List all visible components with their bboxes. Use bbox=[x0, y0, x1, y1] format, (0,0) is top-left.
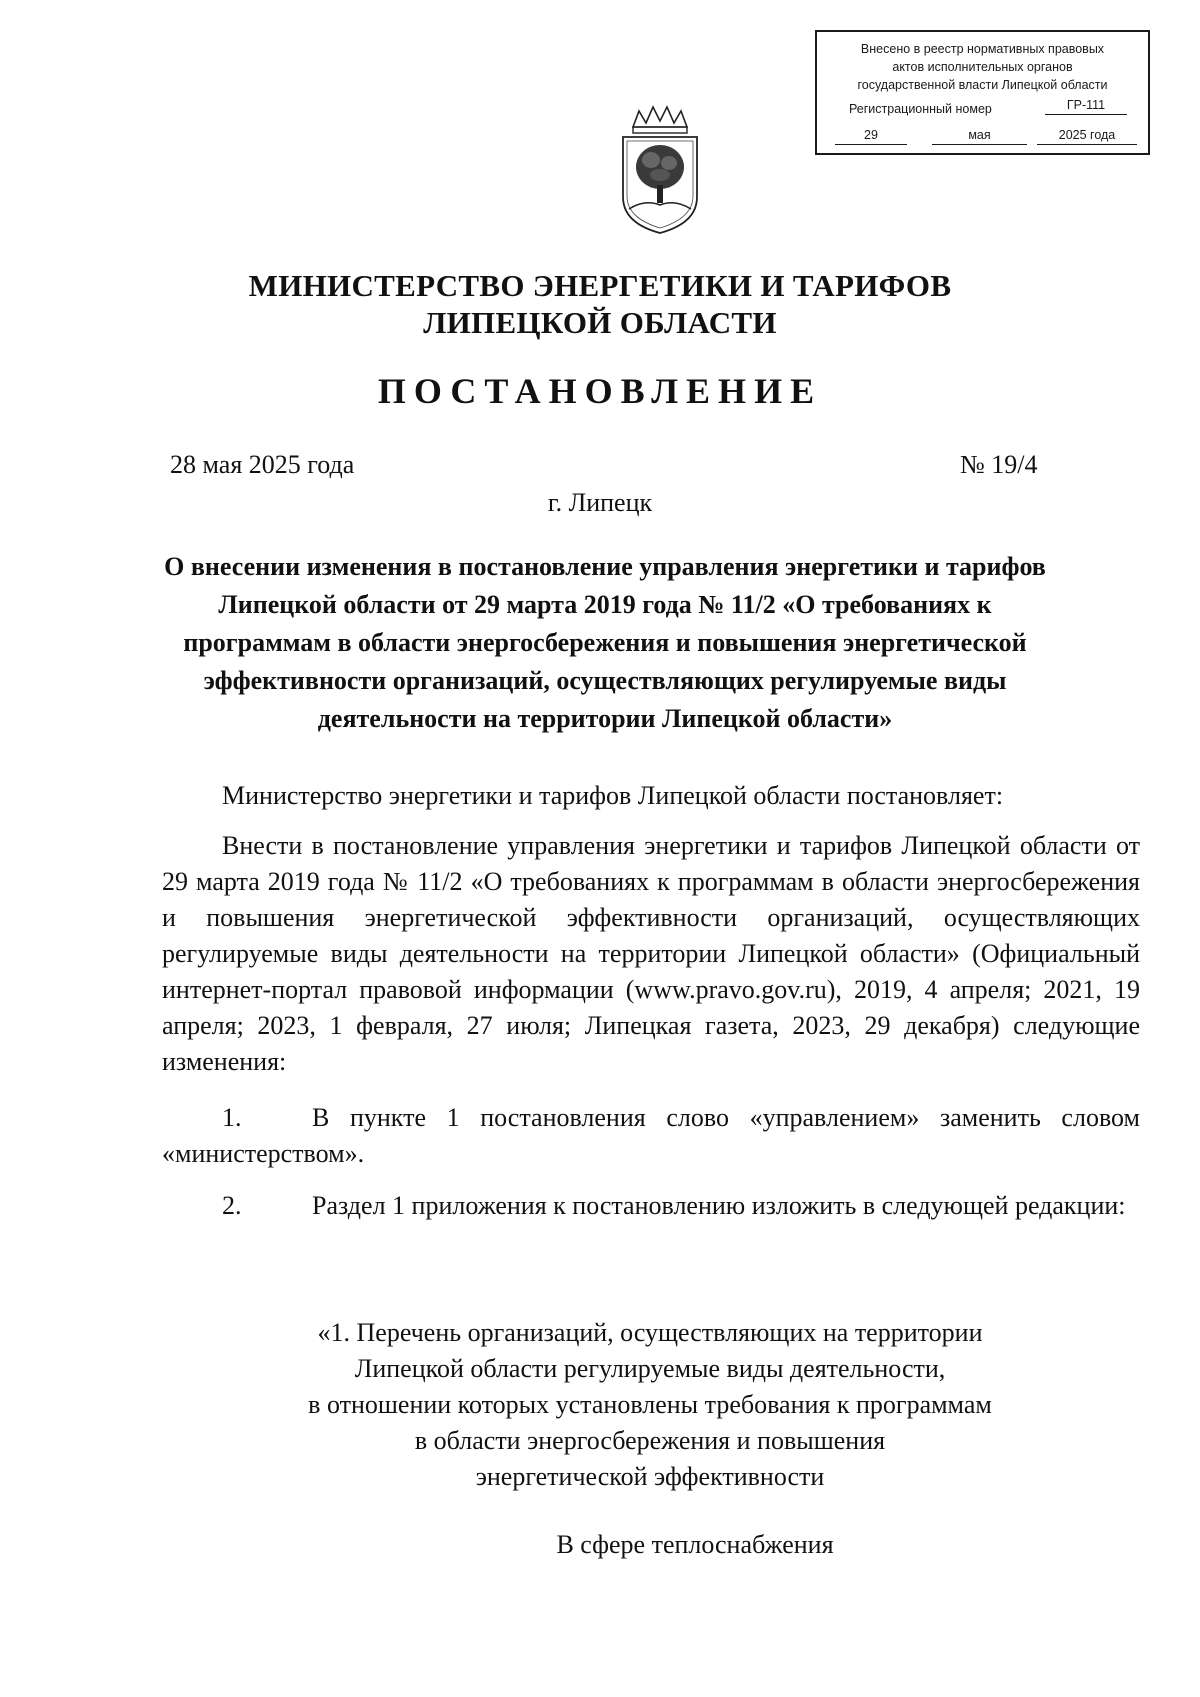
registration-stamp bbox=[815, 30, 1150, 155]
org-name-line-2: ЛИПЕЦКОЙ ОБЛАСТИ bbox=[423, 305, 777, 340]
list-item-2-number: 2. bbox=[222, 1191, 242, 1220]
stamp-reg-label: Регистрационный номер bbox=[849, 102, 992, 116]
list-item-1 bbox=[162, 1100, 1140, 1172]
stamp-year: 2025 года bbox=[1037, 126, 1137, 145]
quote-line-3: в отношении которых установлены требования к программам bbox=[308, 1390, 992, 1419]
document-date: 28 мая 2025 года bbox=[170, 450, 355, 479]
quote-line-5: энергетической эффективности bbox=[475, 1462, 825, 1491]
stamp-day: 29 bbox=[835, 126, 907, 145]
document-type: ПОСТАНОВЛЕНИЕ bbox=[377, 371, 823, 411]
quoted-section-heading bbox=[0, 1315, 1200, 1495]
quote-line-2: Липецкой области регулируемые виды деятельности, bbox=[354, 1354, 946, 1383]
stamp-line-1: Внесено в реестр нормативных правовых bbox=[860, 42, 1105, 56]
stamp-line-2: актов исполнительных органов bbox=[892, 60, 1073, 74]
document-city: г. Липецк bbox=[547, 488, 653, 517]
quote-line-1: «1. Перечень организаций, осуществляющих на территории bbox=[317, 1318, 983, 1347]
list-item-1-text: В пункте 1 постановления слово «управлением» заменить словом «министерством». bbox=[162, 1103, 1140, 1168]
stamp-line-3: государственной власти Липецкой области bbox=[857, 78, 1108, 92]
intro-paragraph: Министерство энергетики и тарифов Липецкой области постановляет: bbox=[222, 781, 1004, 810]
main-paragraph: Внести в постановление управления энергетики и тарифов Липецкой области от 29 марта 2019 года № 11/2 «О требованиях к программам в области энергосбережения и повышения энергетической эффективности организаций, осуществляющих регулируемые виды деятельности на территории Липецкой области» (Официальный интернет-портал правовой информации (www.pravo.gov.ru), 2019, 4 апреля; 2021, 19 апреля; 2023, 1 февраля, 27 июля; Липецкая газета, 2023, 29 декабря) следующие изменения: bbox=[162, 831, 1140, 1076]
list-item-2 bbox=[162, 1188, 1140, 1224]
coat-of-arms-icon bbox=[615, 105, 705, 240]
quote-line-4: в области энергосбережения и повышения bbox=[414, 1426, 886, 1455]
document-title: О внесении изменения в постановление управления энергетики и тарифов Липецкой области от 29 марта 2019 года № 11/2 «О требованиях к программам в области энергосбережения и повышения энергетической эффективности организаций, осуществляющих регулируемые виды деятельности на территории Липецкой области» bbox=[164, 552, 1046, 733]
stamp-month: мая bbox=[932, 126, 1027, 145]
list-item-1-number: 1. bbox=[222, 1103, 242, 1132]
list-item-2-text: Раздел 1 приложения к постановлению изложить в следующей редакции: bbox=[312, 1191, 1126, 1220]
subsection-heading: В сфере теплоснабжения bbox=[556, 1530, 834, 1559]
stamp-reg-number: ГР-111 bbox=[1045, 96, 1127, 115]
document-number: № 19/4 bbox=[960, 450, 1038, 479]
org-name-line-1: МИНИСТЕРСТВО ЭНЕРГЕТИКИ И ТАРИФОВ bbox=[248, 268, 952, 303]
